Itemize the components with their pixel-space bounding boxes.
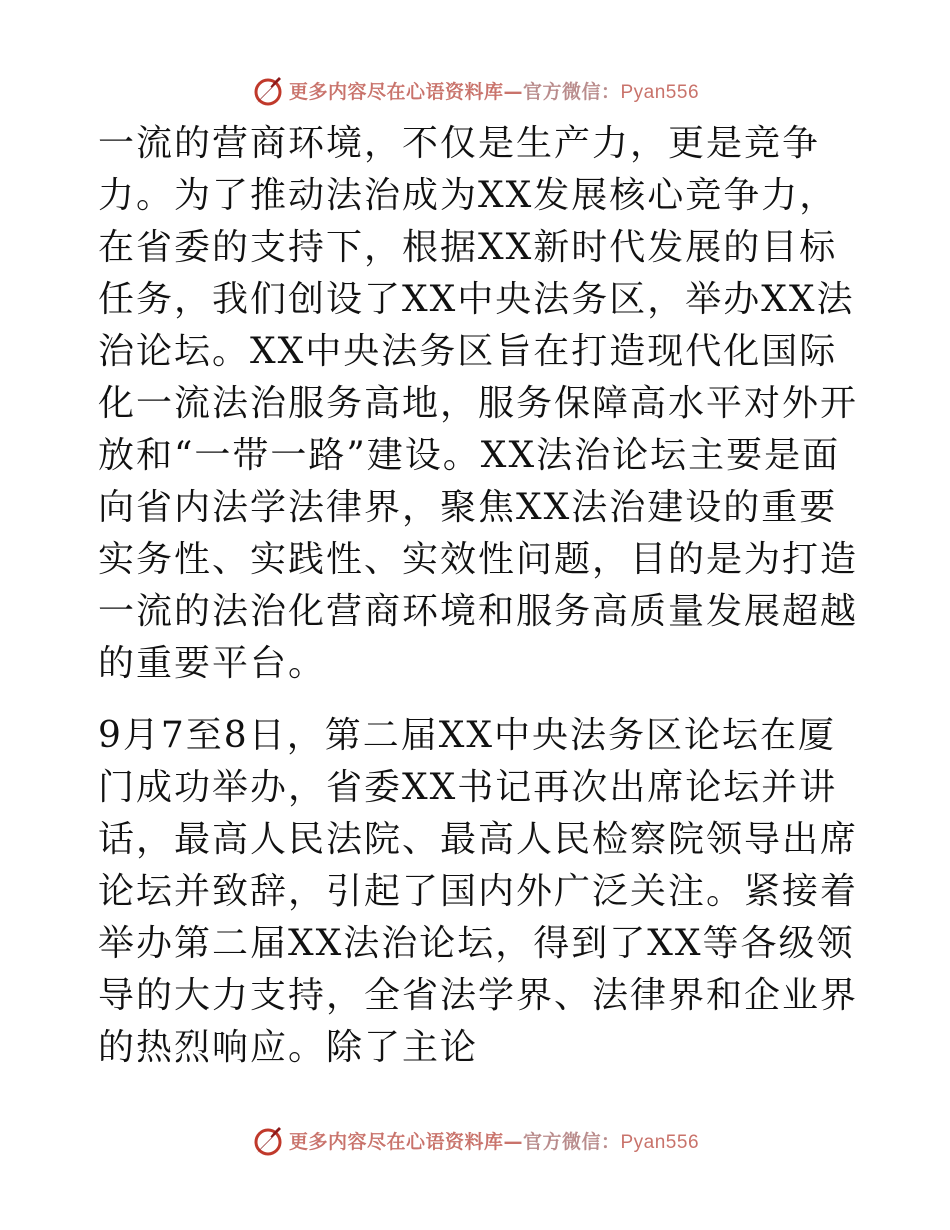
footer-banner-id: Pyan556 [620,1131,700,1153]
footer-banner-main: 更多内容尽在心语资料库— [288,1130,523,1153]
header-banner-wechat: 官方微信： [522,80,621,103]
header-banner-text [289,77,699,104]
quill-pen-logo-icon [251,1123,285,1157]
header-banner [0,70,950,110]
header-banner-id: Pyan556 [620,81,700,103]
quill-pen-logo-icon [251,73,285,107]
document-body [98,118,860,1074]
header-banner-main: 更多内容尽在心语资料库— [288,80,523,103]
paragraph-2: 9月7至8日，第二届XX中央法务区论坛在厦门成功举办，省委XX书记再次出席论坛并讲话，最高人民法院、最高人民检察院领导出席论坛并致辞，引起了国内外广泛关注。紧接着举办第二届XX法治论坛，得到了XX等各级领导的大力支持，全省法学界、法律界和企业界的热烈响应。除了主论 [98,715,859,1068]
paragraph-1: 一流的营商环境，不仅是生产力，更是竞争力。为了推动法治成为XX发展核心竞争力，在省委的支持下，根据XX新时代发展的目标任务，我们创设了XX中央法务区，举办XX法治论坛。XX中央法务区旨在打造现代化国际化一流法治服务高地，服务保障高水平对外开放和“一带一路”建设。XX法治论坛主要是面向省内法学法律界，聚焦XX法治建设的重要实务性、实践性、实效性问题，目的是为打造一流的法治化营商环境和服务高质量发展超越的重要平台。 [98,123,859,684]
footer-banner-wechat: 官方微信： [522,1130,621,1153]
footer-banner [0,1120,950,1160]
footer-banner-text [289,1127,699,1154]
